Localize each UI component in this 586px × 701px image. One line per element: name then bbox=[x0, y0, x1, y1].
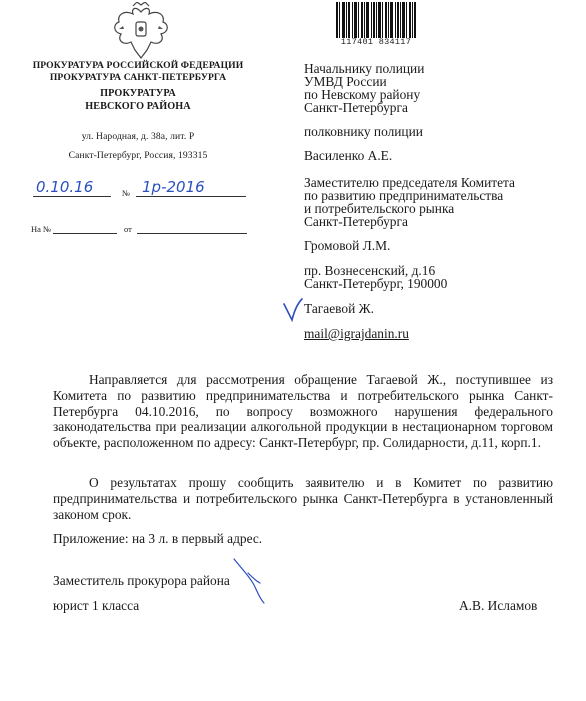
recipient-1-line-1: Начальнику полиции bbox=[304, 61, 425, 76]
registration-date: 0.10.16 bbox=[36, 178, 94, 196]
recipient-2-address-2: Санкт-Петербург, 190000 bbox=[304, 276, 448, 291]
recipient-3-name: Тагаевой Ж. bbox=[304, 301, 374, 316]
attachment-note: Приложение: на 3 л. в первый адрес. bbox=[53, 531, 263, 546]
registration-number: 1р-2016 bbox=[142, 178, 205, 196]
signatory-name: А.В. Исламов bbox=[459, 598, 538, 613]
reference-from-line bbox=[137, 233, 247, 234]
handwritten-checkmark-icon bbox=[282, 298, 304, 322]
sender-line-3: ПРОКУРАТУРА bbox=[100, 88, 176, 99]
barcode bbox=[335, 2, 417, 38]
recipient-2-line-2: по развитию предпринимательства bbox=[304, 188, 504, 203]
recipient-2-name: Громовой Л.М. bbox=[304, 238, 391, 253]
reference-label: На № bbox=[31, 224, 52, 234]
signatory-title-2: юрист 1 класса bbox=[53, 598, 140, 613]
recipient-2-line-3: и потребительского рынка bbox=[304, 201, 455, 216]
reference-line bbox=[53, 233, 117, 234]
recipient-1-line-4: Санкт-Петербурга bbox=[304, 100, 408, 115]
sender-address-1: ул. Народная, д. 38а, лит. Р bbox=[81, 131, 195, 142]
signatory-title-1: Заместитель прокурора района bbox=[53, 573, 230, 588]
sender-address-2: Санкт-Петербург, Россия, 193315 bbox=[68, 150, 208, 161]
recipient-3-email-link[interactable]: mail@igrajdanin.ru bbox=[304, 326, 409, 341]
date-line bbox=[33, 196, 111, 197]
recipient-2-address-1: пр. Вознесенский, д.16 bbox=[304, 263, 436, 278]
recipient-1-rank: полковнику полиции bbox=[304, 124, 423, 139]
reference-from-label: от bbox=[124, 224, 132, 234]
number-label: № bbox=[122, 188, 131, 198]
recipient-1-line-2: УМВД России bbox=[304, 74, 387, 89]
body-paragraph-1: Направляется для рассмотрения обращение Тагаевой Ж., поступившее из Комитета по развитию предпринимательства и потребительского рынка Санкт-Петербурга 04.10.2016, по вопросу возможного нарушения федерального законодательства при реализации алкогольной продукции в нестационарном торговом объекте, расположенном по адресу: Санкт-Петербург, пр. Солидарности, д.11, корп.1. bbox=[53, 372, 553, 451]
recipient-1-line-3: по Невскому району bbox=[304, 87, 421, 102]
sender-line-4: НЕВСКОГО РАЙОНА bbox=[85, 101, 191, 112]
barcode-number: 117401 834117 bbox=[340, 37, 412, 47]
coat-of-arms-icon bbox=[109, 2, 173, 60]
recipient-2-line-4: Санкт-Петербурга bbox=[304, 214, 408, 229]
body-paragraph-2: О результатах прошу сообщить заявителю и в Комитет по развитию предпринимательства и потребительского рынка Санкт-Петербурга в установленный законом срок. bbox=[53, 475, 553, 522]
sender-line-2: ПРОКУРАТУРА САНКТ-ПЕТЕРБУРГА bbox=[49, 72, 227, 83]
recipient-1-name: Василенко А.Е. bbox=[304, 148, 393, 163]
signature-scribble-icon bbox=[230, 555, 272, 605]
number-line bbox=[136, 196, 246, 197]
sender-line-1: ПРОКУРАТУРА РОССИЙСКОЙ ФЕДЕРАЦИИ bbox=[32, 60, 244, 71]
recipient-2-line-1: Заместителю председателя Комитета bbox=[304, 175, 515, 190]
